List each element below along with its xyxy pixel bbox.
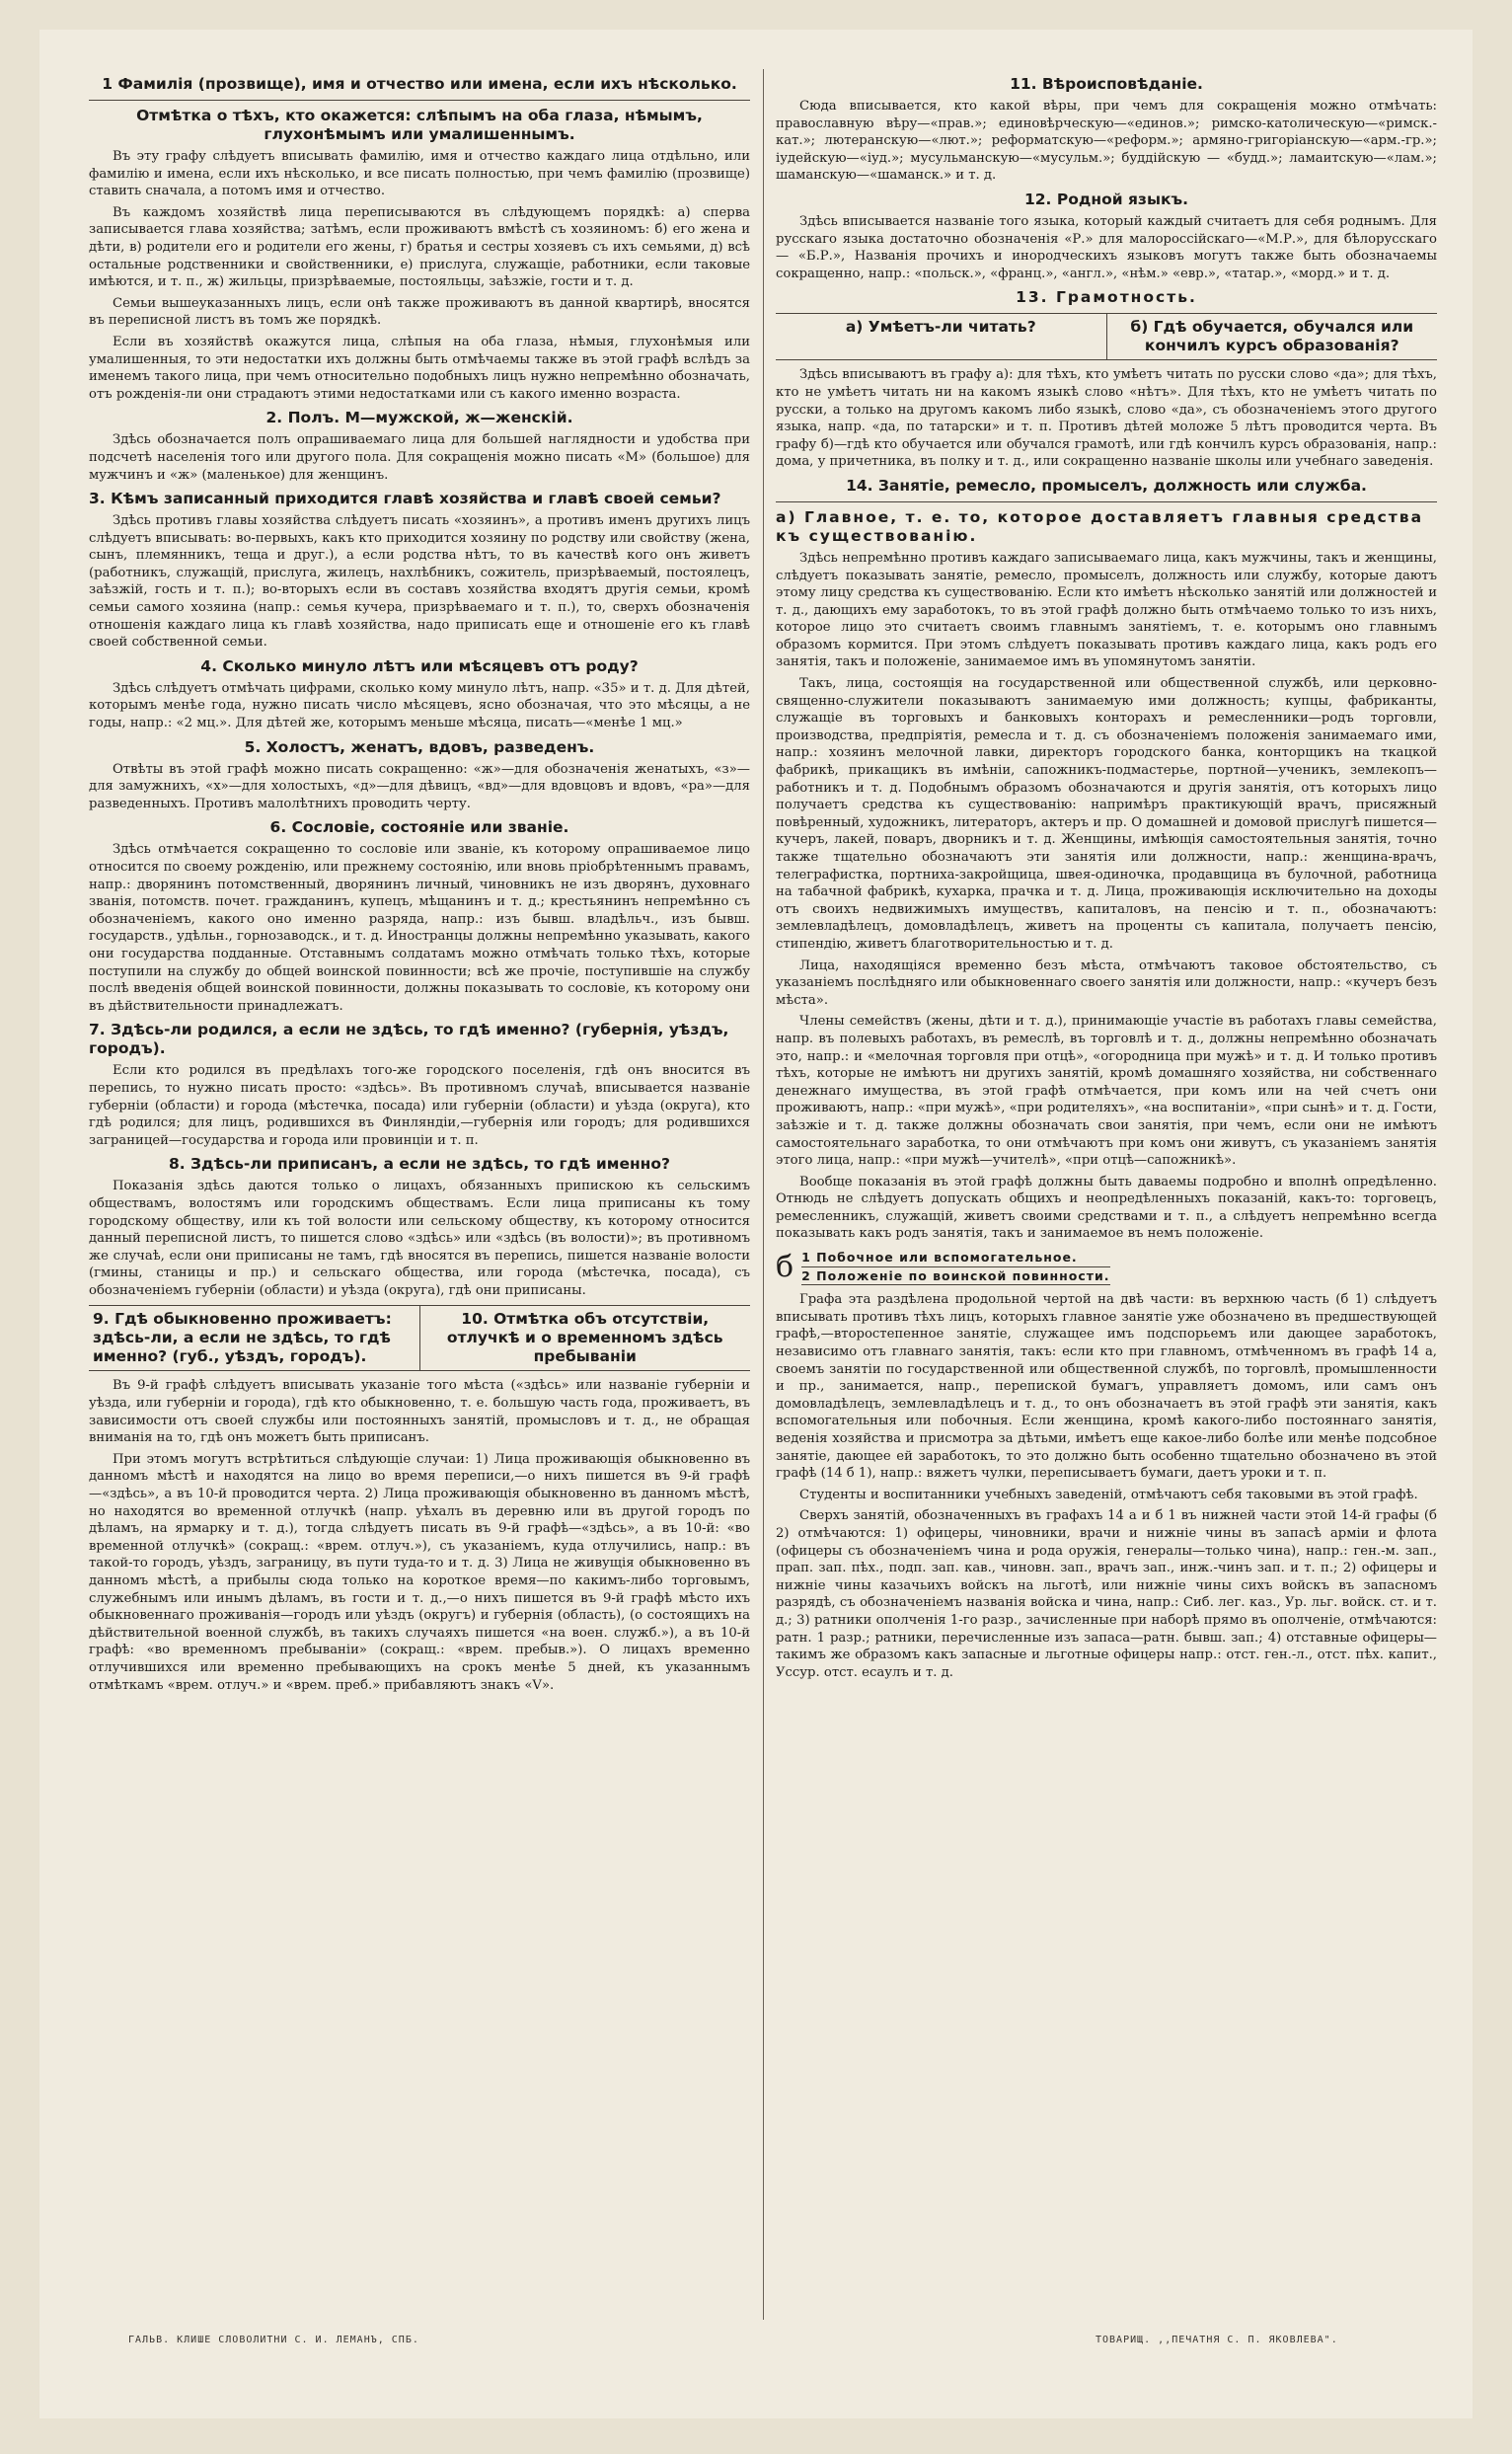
paragraph: Здѣсь противъ главы хозяйства слѣдуетъ писать «хозяинъ», а противъ именъ другихъ лицъ слѣдуетъ вписывать: во-первыхъ, какъ кто приходится хозяину по родству или свойству (жена, сынъ, племянникъ, теща и друг.), а если родства нѣтъ, то въ качествѣ кого онъ живетъ (работникъ, служащій, прислуга, жилецъ, нахлѣбникъ, сожитель, призрѣваемый, постоялецъ, заѣзжій, гость и т. п.); во-вторыхъ если въ составъ хозяйства входятъ другія семьи, кромѣ семьи самого хозяина (напр.: семья кучера, призрѣваемаго и т. п.), то, сверхъ обозначенія отношенія каждаго лица къ главѣ хозяйства, надо приписать еще и отношеніе его къ главѣ своей собственной семьи.	[89, 513, 750, 651]
paragraph: Семьи вышеуказанныхъ лицъ, если онѣ также проживаютъ въ данной квартирѣ, вносятся въ переписной листъ въ томъ же порядкѣ.	[89, 295, 750, 329]
paragraph: Здѣсь слѣдуетъ отмѣчать цифрами, сколько кому минуло лѣтъ, напр. «35» и т. д. Для дѣтей, которымъ менѣе года, нужно писать число мѣсяцевъ, ясно обозначая, что это мѣсяцы, а не годы, напр.: «2 мц.». Для дѣтей же, которымъ меньше мѣсяца, писать—«менѣе 1 мц.»	[89, 680, 750, 731]
section-14b2-title: 2 Положеніе по воинской повинности.	[801, 1267, 1109, 1286]
paragraph: Студенты и воспитанники учебныхъ заведеній, отмѣчаютъ себя таковыми въ этой графѣ.	[799, 1487, 1418, 1502]
section-13-title: 13. Грамотность.	[1016, 288, 1197, 307]
section-9-title: 9. Гдѣ обыкновенно проживаетъ: здѣсь-ли, а если не здѣсь, то гдѣ именно? (губ., уѣздъ, городъ).	[93, 1310, 392, 1366]
paragraph: Члены семействъ (жены, дѣти и т. д.), принимающіе участіе въ работахъ главы семейства, напр. въ полевыхъ работахъ, въ ремеслѣ, въ торговлѣ и т. д., должны непремѣнно обозначать это, напр.: и «мелочная торговля при отцѣ», «огородница при мужѣ» и т. д. И только противъ тѣхъ, которые не имѣютъ ни другихъ занятій, кромѣ домашняго хозяйства, ни собственнаго денежнаго имущества, въ этой графѣ отмѣчается, при комъ или на чей счетъ они проживаютъ, напр.: «при мужѣ», «при родителяхъ», «на воспитаніи», «при сынѣ» и т. д. Гости, заѣзжіе и т. д. также должны обозначать свои занятія, при чемъ, если они не имѣютъ самостоятельнаго заработка, то они отмѣчаютъ при комъ они живутъ, съ указаніемъ занятія этого лица, напр.: «при мужѣ—учителѣ», «при отцѣ—сапожникѣ».	[776, 1014, 1437, 1169]
paragraph: Здѣсь вписываютъ въ графу а): для тѣхъ, кто умѣетъ читать по русски слово «да»; для тѣхъ, кто не умѣетъ читать ни на какомъ языкѣ слово «нѣтъ». Для тѣхъ, кто не умѣетъ читать по русски, а только на другомъ какомъ либо языкѣ, слово «да», съ обозначеніемъ этого другого языка, напр. «да, по татарски» и т. п. Противъ дѣтей моложе 5 лѣтъ проводится черта. Въ графу б)—гдѣ кто обучается или обучался грамотѣ, или гдѣ кончилъ курсъ образованія, напр.: дома, у причетника, въ полку и т. д., или сокращенно названіе школы или учебнаго заведенія.	[776, 367, 1437, 470]
paragraph: Если кто родился въ предѣлахъ того-же городского поселенія, гдѣ онъ вносится въ перепись, то нужно писать просто: «здѣсь». Въ противномъ случаѣ, вписывается названіе губерніи (области) и города (мѣстечка, посада) или губерніи (области) и уѣзда (округа), кто гдѣ родился; для лицъ, родившихся въ Финляндіи,—губернія или городъ; для родившихся заграницей—государства и города или провинціи и т. п.	[89, 1063, 750, 1148]
section-3-title: 3. Кѣмъ записанный приходится главѣ хозяйства и главѣ своей семьи?	[89, 490, 721, 508]
paragraph: Здѣсь вписывается названіе того языка, который каждый считаетъ для себя роднымъ. Для русскаго языка достаточно обозначенія «Р.» для малороссійскаго—«М.Р.», для бѣлорусскаго — «Б.Р.», Названія прочихъ и инородческихъ языковъ могутъ также быть обозначаемы сокращенно, напр.: «польск.», «франц.», «англ.», «нѣм.» «евр.», «татар.», «морд.» и т. д.	[776, 213, 1437, 281]
paragraph: При этомъ могутъ встрѣтиться слѣдующіе случаи: 1) Лица проживающія обыкновенно въ данномъ мѣстѣ и находятся на лицо во время переписи,—о нихъ пишется въ 9-й графѣ—«здѣсь», а въ 10-й проводится черта. 2) Лица проживающія обыкновенно въ данномъ мѣстѣ, но находятся во временной отлучкѣ (напр. уѣхалъ въ деревню или въ другой городъ по дѣламъ, на ярмарку и т. д.), тогда слѣдуетъ писать въ 9-й графѣ—«здѣсь», а въ 10-й: «во временной отлучкѣ» (сокращ.: «врем. отлуч.»), съ указаніемъ, куда отлучились, напр.: въ такой-то городъ, уѣздъ, заграницу, въ пути туда-то и т. д. 3) Лица не живущія обыкновенно въ данномъ мѣстѣ, а прибылы сюда только на короткое время—по какимъ-либо торговымъ, служебнымъ или инымъ дѣламъ, въ гости и т. д.,—о нихъ пишется въ 9-й графѣ мѣсто ихъ обыкновеннаго проживанія—городъ или уѣздъ (округъ) и губернія (область), (о состоящихъ на дѣйствительной военной службѣ, въ такихъ случаяхъ пишется «на воен. служб.»), а въ 10-й графѣ: «во временномъ пребываніи» (сокращ.: «врем. пребыв.»). О лицахъ временно отлучившихся или временно пребывающихъ на срокъ менѣе 5 дней, къ указаннымъ отмѣткамъ «врем. отлуч.» и «врем. преб.» прибавляютъ знакъ «V».	[89, 1451, 750, 1693]
section-13a-title: а) Умѣетъ-ли читать?	[845, 318, 1036, 337]
section-14a-subtitle: а) Главное, т. е. то, которое доставляетъ главныя средства къ существованію.	[776, 507, 1424, 545]
section-14-title: 14. Занятіе, ремесло, промыселъ, должность или служба.	[846, 476, 1367, 495]
section-9-10-header	[89, 1305, 750, 1371]
paragraph: Лица, находящіяся временно безъ мѣста, отмѣчаютъ таковое обстоятельство, съ указаніемъ послѣдняго или обыкновеннаго своего занятія или должности, напр.: «кучеръ безъ мѣста».	[776, 958, 1437, 1008]
paragraph: Въ эту графу слѣдуетъ вписывать фамилію, имя и отчество каждаго лица отдѣльно, или фамилію и имена, если ихъ нѣсколько, и все писать полностью, при чемъ фамилію (прозвище) ставить сначала, а потомъ имя и отчество.	[89, 149, 750, 199]
section-8-title: 8. Здѣсь-ли приписанъ, а если не здѣсь, то гдѣ именно?	[168, 1155, 671, 1174]
section-9-header-cell	[89, 1306, 419, 1370]
paragraph: Вообще показанія въ этой графѣ должны быть даваемы подробно и вполнѣ опредѣленно. Отнюдь не слѣдуетъ допускать общихъ и неопредѣленныхъ показаній, какъ-то: торговецъ, ремесленникъ, служащій, живетъ своими средствами и т. п., а слѣдуетъ непремѣнно всегда показывать какъ родъ занятія, такъ и занимаемое въ немъ положеніе.	[776, 1174, 1437, 1242]
divider	[89, 100, 750, 101]
section-2-title: 2. Полъ. М—мужской, ж—женскій.	[265, 409, 573, 427]
paragraph: Здѣсь обозначается полъ опрашиваемаго лица для большей наглядности и удобства при подсчетѣ населенія того или другого пола. Для сокращенія можно писать «М» (большое) для мужчинъ и «ж» (маленькое) для женщинъ.	[89, 432, 750, 483]
section-1-subtitle: Отмѣтка о тѣхъ, кто окажется: слѣпымъ на оба глаза, нѣмымъ, глухонѣмымъ или умалишеннымъ.	[136, 107, 703, 143]
section-14b-lines	[801, 1249, 1109, 1285]
section-11-title: 11. Вѣроисповѣданіе.	[1010, 75, 1203, 93]
section-5-title: 5. Холостъ, женатъ, вдовъ, разведенъ.	[244, 737, 595, 756]
section-13b-title: б) Гдѣ обучается, обучался или кончилъ курсъ образованія?	[1130, 318, 1414, 355]
column-divider	[763, 69, 764, 2320]
paragraph: Въ 9-й графѣ слѣдуетъ вписывать указаніе того мѣста («здѣсь» или названіе губерніи и уѣзда, или губерніи и города), гдѣ кто обыкновенно, т. е. большую часть года, проживаетъ, въ зависимости отъ своей службы или постоянныхъ занятій, промысловъ и т. д., не обращая вниманія на то, гдѣ онъ можетъ быть приписанъ.	[89, 1378, 750, 1446]
census-instruction-sheet	[39, 30, 1473, 2418]
right-column	[776, 69, 1437, 2330]
paragraph: Здѣсь отмѣчается сокращенно то сословіе или званіе, къ которому опрашиваемое лицо относится по своему рожденію, или прежнему состоянію, или вновь пріобрѣтеннымъ правамъ, напр.: дворянинъ потомственный, дворянинъ личный, чиновникъ не изъ дворянъ, духовнаго званія, потомств. почет. гражданинъ, купецъ, мѣщанинъ и т. д.; крестьянинъ непремѣнно съ обозначеніемъ, какого оно именно разряда, напр.: изъ бывш. владѣльч., изъ бывш. государств., удѣльн., горнозаводск., и т. д. Иностранцы должны непремѣнно указывать, какого они государства подданные. Отставнымъ солдатамъ можно отмѣчать только тѣхъ, которые поступили на службу до общей воинской повинности; всѣ же прочіе, поступившіе на службу послѣ введенія общей воинской повинности, должны показывать то сословіе, къ которому они въ дѣйствительности принадлежатъ.	[89, 842, 750, 1014]
section-10-title: 10. Отмѣтка объ отсутствіи, отлучкѣ и о временномъ здѣсь пребываніи	[446, 1310, 723, 1366]
section-13b-cell	[1106, 314, 1438, 359]
paragraph: Показанія здѣсь даются только о лицахъ, обязанныхъ припискою къ сельскимъ обществамъ, волостямъ или городскимъ обществамъ. Если лица приписаны къ тому городскому обществу, или къ той волости или сельскому обществу, къ которому относится данный переписной листъ, то пишется слово «здѣсь» или «здѣсь (въ волости)»; въ противномъ же случаѣ, если они приписаны не тамъ, гдѣ вносятся въ перепись, пишется названіе волости (гмины, станицы и пр.) и сельскаго общества, или города (мѣстечка, посада), съ обозначеніемъ губерніи (области) и уѣзда (округа), гдѣ они приписаны.	[89, 1179, 750, 1298]
section-1-title: 1 Фамилія (прозвище), имя и отчество или имена, если ихъ нѣсколько.	[102, 75, 737, 93]
paragraph: Такъ, лица, состоящія на государственной или общественной службѣ, или церковно-священно-служители показываютъ занимаемую ими должность; купцы, фабриканты, служащіе въ торговыхъ и банковыхъ конторахъ и ремесленники—родъ торговли, производства, предпріятія, ремесла и т. д. съ обозначеніемъ положенія занимаемаго ими, напр.: хозяинъ мелочной лавки, директоръ городского банка, конторщикъ на ткацкой фабрикѣ, прикащикъ въ имѣніи, сапожникъ-подмастерье, портной—ученикъ, землекопъ—работникъ и т. д. Подобнымъ образомъ обозначаются и другія занятія, отъ которыхъ лицо получаетъ средства къ существованію: напримѣръ практикующій врачъ, присяжный повѣренный, художникъ, литераторъ, актеръ и пр. О домашней и домовой прислугѣ пишется—кучеръ, лакей, поваръ, дворникъ и т. д. Женщины, имѣющія самостоятельныя занятія, точно также тщательно обозначаютъ эти занятія или должности, напр.: женщина-врачъ, телеграфистка, портниха-закройщица, швея-одиночка, продавщица въ булочной, работница на табачной фабрикѣ, кухарка, прачка и т. д. Лица, проживающія исключительно на доходы отъ своихъ недвижимыхъ имуществъ, капиталовъ, на пенсію и т. п., обозначаютъ: землевладѣлецъ, домовладѣлецъ, живетъ на проценты съ капитала, получаетъ пенсію, стипендію, живетъ благотворительностью и т. д.	[776, 676, 1437, 952]
paragraph: Въ каждомъ хозяйствѣ лица переписываются въ слѣдующемъ порядкѣ: а) сперва записывается глава хозяйства; затѣмъ, если проживаютъ вмѣстѣ съ хозяиномъ: б) его жена и дѣти, в) родители его и родители его жены, г) братья и сестры хозяевъ съ ихъ семьями, д) всѣ остальные родственники и свойственники, е) прислуга, служащіе, работники, если таковые имѣются, и т. п., ж) жильцы, призрѣваемые, постояльцы, заѣзжіе, гости и т. д.	[89, 204, 750, 290]
section-14b-subtitle	[776, 1249, 1437, 1285]
section-13a-cell	[776, 314, 1106, 359]
divider	[776, 501, 1437, 502]
section-14b-letter: б	[776, 1249, 794, 1284]
paragraph: Отвѣты въ этой графѣ можно писать сокращенно: «ж»—для обозначенія женатыхъ, «з»—для замужнихъ, «х»—для холостыхъ, «д»—для дѣвицъ, «вд»—для вдовцовъ и вдовъ, «ра»—для разведенныхъ. Противъ малолѣтнихъ проводить черту.	[89, 761, 750, 811]
left-column	[89, 69, 750, 2330]
paragraph: Сюда вписывается, кто какой вѣры, при чемъ для сокращенія можно отмѣчать: православную вѣру—«прав.»; единовѣрческую—«единов.»; римско-католическую—«римск.-кат.»; лютеранскую—«лют.»; реформатскую—«реформ.»; армяно-григоріанскую—«арм.-гр.»; іудейскую—«іуд.»; мусульманскую—«мусульм.»; буддійскую — «будд.»; ламаитскую—«лам.»; шаманскую—«шаманск.» и т. д.	[776, 99, 1437, 184]
printer-imprint-left: ГАЛЬВ. КЛИШЕ СЛОВОЛИТНИ С. И. ЛЕМАНЪ, СПБ.	[128, 2335, 419, 2345]
section-14b1-title: 1 Побочное или вспомогательное.	[801, 1249, 1109, 1267]
section-12-title: 12. Родной языкъ.	[1023, 190, 1189, 208]
paragraph: Сверхъ занятій, обозначенныхъ въ графахъ 14 а и б 1 въ нижней части этой 14-й графы (б 2) отмѣчаются: 1) офицеры, чиновники, врачи и нижніе чины въ запасѣ арміи и флота (офицеры съ обозначеніемъ чина и рода оружія, генералы—только чина), напр.: ген.-м. зап., прап. зап. пѣх., подп. зап. кав., чиновн. зап., врачъ зап., инж.-чинъ зап. и т. п.; 2) офицеры и нижніе чины казачьихъ войскъ на льготѣ, или нижніе чины сихъ войскъ въ запасномъ разрядѣ, съ обозначеніемъ названія войска и чина, напр.: Сиб. лег. каз., Ур. льг. войск. ст. и т. д.; 3) ратники ополченія 1-го разр., зачисленные при наборѣ прямо въ ополченіе, отмѣчаются: ратн. 1 разр.; ратники, перечисленные изъ запаса—ратн. бывш. зап.; 4) отставные офицеры—такимъ же образомъ какъ запасные и льготные офицеры напр.: отст. ген.-л., отст. пѣх. капит., Уссур. отст. есаулъ и т. д.	[776, 1508, 1437, 1680]
section-13-header	[776, 313, 1437, 360]
paragraph: Если въ хозяйствѣ окажутся лица, слѣпыя на оба глаза, нѣмыя, глухонѣмыя или умалишенныя, то эти недостатки ихъ должны быть отмѣчаемы также въ этой графѣ вслѣдъ за именемъ такого лица, при чемъ относительно подобныхъ лицъ нужно непремѣнно обозначать, отъ рожденія-ли они страдаютъ этими недостатками или съ какого именно возраста.	[89, 334, 750, 402]
section-10-header-cell	[419, 1306, 751, 1370]
printer-imprint-right: ТОВАРИЩ. ,,ПЕЧАТНЯ С. П. ЯКОВЛЕВА".	[1096, 2335, 1338, 2345]
paragraph: Здѣсь непремѣнно противъ каждаго записываемаго лица, какъ мужчины, такъ и женщины, слѣдуетъ показывать занятіе, ремесло, промыселъ, должность или службу, которые даютъ этому лицу средства къ существованію. Если кто имѣетъ нѣсколько занятій или должностей и т. д., дающихъ ему заработокъ, то въ этой графѣ должно быть отмѣчаемо только то изъ нихъ, которое лицо это считаетъ своимъ главнымъ занятіемъ, т. е. которымъ оно главнымъ образомъ кормится. При этомъ слѣдуетъ показывать противъ каждаго лица, какъ родъ его занятія, такъ и положеніе, занимаемое имъ въ упомянутомъ занятіи.	[776, 550, 1437, 670]
section-4-title: 4. Сколько минуло лѣтъ или мѣсяцевъ отъ роду?	[200, 656, 639, 675]
section-7-title: 7. Здѣсь-ли родился, а если не здѣсь, то гдѣ именно? (губернія, уѣздъ, городъ).	[89, 1021, 729, 1058]
section-6-title: 6. Сословіе, состояніе или званіе.	[269, 818, 569, 837]
paragraph: Графа эта раздѣлена продольной чертой на двѣ части: въ верхнюю часть (б 1) слѣдуетъ вписывать противъ тѣхъ лицъ, которыхъ главное занятіе уже обозначено въ предшествующей графѣ,—второстепенное занятіе, служащее имъ подспорьемъ или дающее заработокъ, независимо отъ главнаго занятія, такъ: если кто при главномъ, отмѣченномъ въ графѣ 14 а, своемъ занятіи по государственной или общественной службѣ, по торговлѣ, промышленности и пр., занимается, напр., перепиской бумагъ, управляетъ домомъ, или самъ онъ домовладѣлецъ, землевладѣлецъ и т. д., то онъ обозначаетъ въ этой графѣ эти занятія, какъ вспомогательныя или побочныя. Если женщина, кромѣ какого-либо постояннаго занятія, веденія хозяйства и присмотра за дѣтьми, имѣетъ еще какое-либо болѣе или менѣе подсобное занятіе, дающее ей заработокъ, то это должно быть особенно тщательно обозначено въ этой графѣ (14 б 1), напр.: вяжетъ чулки, переписываетъ бумаги, даетъ уроки и т. п.	[776, 1292, 1437, 1482]
